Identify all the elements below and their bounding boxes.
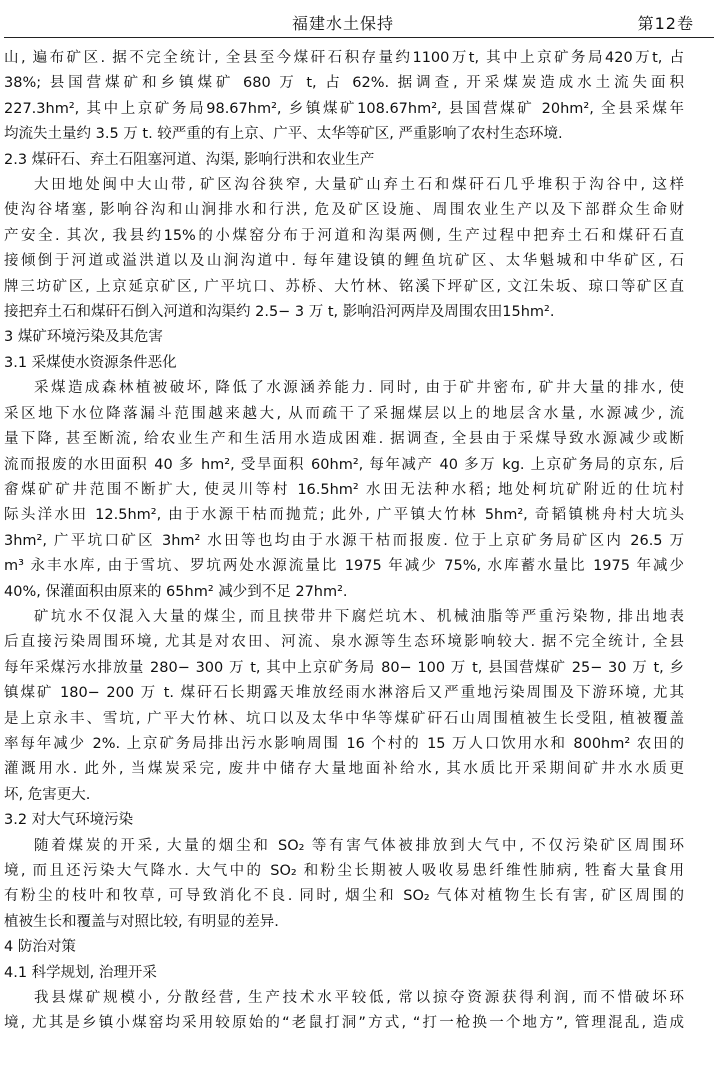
text-line: 3hm², 广平坑口矿区 3hm² 水田等也均由于水源干枯而报废. 位于上京矿务局矿区内 26.5 万 <box>4 532 684 549</box>
journal-title: 福建水土保持 <box>292 14 395 33</box>
text-line: 38%; 县国营煤矿和乡镇煤矿 680 万 t, 占 62%. 据调查, 开采煤炭造成水土流失面积 <box>4 75 684 92</box>
text-line: 后直接污染周围环境, 尤其是对农田、河流、泉水源等生态环境影响较大. 据不完全统计, 全县 <box>4 634 684 651</box>
text-line: 采煤造成森林植被破坏, 降低了水源涵养能力. 同时, 由于矿井密布, 矿井大量的排水, 使 <box>34 380 684 397</box>
text-line: 是上京永丰、雪坑, 广平大竹林、坑口以及太华中华等煤矿矸石山周围植被生长受阻, 植被覆盖 <box>4 710 684 727</box>
text-line: 大田地处闽中大山带, 矿区沟谷狭窄, 大量矿山弃土石和煤矸石几乎堆积于沟谷中, 这样 <box>34 177 684 194</box>
article-body <box>4 46 684 1037</box>
section-heading: 3.2 对大气环境污染 <box>4 812 134 829</box>
text-line: 227.3hm², 其中上京矿务局98.67hm², 乡镇煤矿108.67hm², 县国营煤矿 20hm², 全县采煤年 <box>4 100 684 117</box>
text-line: 坏, 危害更大. <box>4 786 91 803</box>
text-line: 接把弃土石和煤矸石倒入河道和沟渠约 2.5− 3 万 t, 影响沿河两岸及周围农田15hm². <box>4 304 555 321</box>
text-line: 境, 尤其是乡镇小煤窑均采用较原始的“老鼠打洞”方式, “打一枪换一个地方”, 管理混乱, 造成 <box>4 1015 684 1032</box>
text-line: 使沟谷堵塞, 影响谷沟和山涧排水和行洪, 危及矿区设施、周围农业生产以及下部群众生命财 <box>4 202 684 219</box>
section-heading: 3.1 采煤使水资源条件恶化 <box>4 354 177 371</box>
section-heading: 4 防治对策 <box>4 939 76 956</box>
text-line: 量下降, 甚至断流, 给农业生产和生活用水造成困难. 据调查, 全县由于采煤导致水源减少或断 <box>4 431 684 448</box>
text-line: 40%, 保灌面积由原来的 65hm² 减少到不足 27hm². <box>4 583 348 600</box>
text-line: 率每年减少 2%. 上京矿务局排出污水影响周围 16 个村的 15 万人口饮用水和 800hm² 农田的 <box>4 735 684 752</box>
text-line: 有粉尘的枝叶和牧草, 可导致消化不良. 同时, 烟尘和 SO₂ 气体对植物生长有害, 矿区周围的 <box>4 888 684 905</box>
text-line: 灌溉用水. 此外, 当煤炭采完, 废井中储存大量地面补给水, 其水质比开采期间矿井水水质更 <box>4 761 684 778</box>
section-heading: 2.3 煤矸石、弃土石阻塞河道、沟渠, 影响行洪和农业生产 <box>4 151 375 168</box>
text-line: 流而报废的水田面积 40 多 hm², 受旱面积 60hm², 每年减产 40 多万 kg. 上京矿务局的京东, 后 <box>4 456 684 473</box>
text-line: 镇煤矿 180− 200 万 t. 煤矸石长期露天堆放经雨水淋溶后又严重地污染周围及下游环境, 尤其 <box>4 685 684 702</box>
text-line: 境, 而且还污染大气降水. 大气中的 SO₂ 和粉尘长期被人吸收易患纤维性肺病, 牲畜大量食用 <box>4 863 684 879</box>
text-line: 产安全. 其次, 我县约15%的小煤窑分布于河道和沟渠两侧, 生产过程中把弃土石和煤矸石直 <box>4 227 684 244</box>
text-line: 我县煤矿规模小, 分散经营, 生产技术水平较低, 常以掠夺资源获得利润, 而不惜破坏环 <box>34 990 684 1007</box>
text-line: 际头洋水田 12.5hm², 由于水源干枯而抛荒; 此外, 广平镇大竹林 5hm², 奇韬镇桃舟村大坑头 <box>4 507 684 524</box>
page-header <box>0 0 718 36</box>
section-heading: 3 煤矿环境污染及其危害 <box>4 329 163 346</box>
volume-label: 第12卷 <box>637 14 694 33</box>
text-line: 山, 遍布矿区. 据不完全统计, 全县至今煤矸石积存量约1100万t, 其中上京矿务局420万t, 占 <box>4 50 684 66</box>
text-line: 接倾倒于河道或溢洪道以及山涧沟道中. 每年建设镇的鲤鱼坑矿区、太华魁城和中华矿区, 石 <box>4 253 684 270</box>
text-line: 矿坑水不仅混入大量的煤尘, 而且挟带井下腐烂坑木、机械油脂等严重污染物, 排出地表 <box>34 608 684 625</box>
text-line: 随着煤炭的开采, 大量的烟尘和 SO₂ 等有害气体被排放到大气中, 不仅污染矿区周围环 <box>34 837 684 854</box>
text-line: 采区地下水位降落漏斗范围越来越大, 从而疏干了采掘煤层以上的地层含水量, 水源减少, 流 <box>4 405 684 422</box>
text-line: 畲煤矿矿井范围不断扩大, 使灵川等村 16.5hm² 水田无法种水稻; 地处柯坑矿附近的仕坑村 <box>4 481 684 498</box>
text-line: 均流失土量约 3.5 万 t. 较严重的有上京、广平、太华等矿区, 严重影响了农村生态环境. <box>4 126 563 143</box>
text-line: 牌三坊矿区, 上京延京矿区, 广平坑口、苏桥、大竹林、铭溪下坪矿区, 文江朱坂、琼口等矿区直 <box>4 278 684 295</box>
header-rule <box>4 37 714 38</box>
section-heading: 4.1 科学规划, 治理开采 <box>4 964 157 981</box>
text-line: 植被生长和覆盖与对照比较, 有明显的差异. <box>4 913 279 930</box>
text-line: m³ 永丰水库, 由于雪坑、罗坑两处水源流量比 1975 年减少 75%, 水库蓄水量比 1975 年减少 <box>4 558 684 575</box>
text-line: 每年采煤污水排放量 280− 300 万 t, 其中上京矿务局 80− 100 万 t, 县国营煤矿 25− 30 万 t, 乡 <box>4 659 684 676</box>
